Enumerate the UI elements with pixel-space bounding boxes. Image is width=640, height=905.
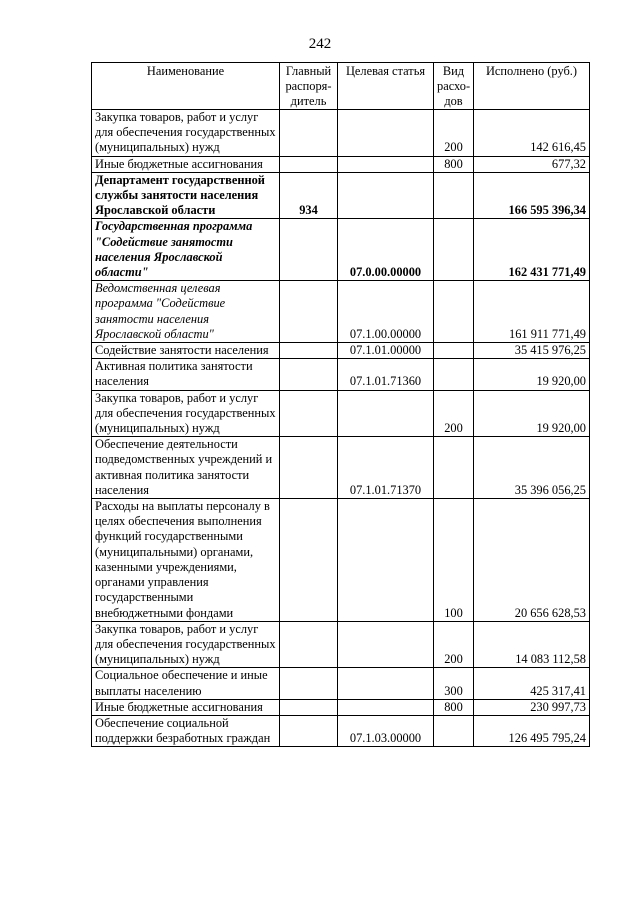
cell-name: Расходы на выплаты персоналу в целях обеспечения выполнения функций государственными (муниципальными) органами, казенными учреждениями, органами управления государственными внебюджетными фондами (92, 499, 280, 622)
cell-kind (434, 172, 474, 219)
table-row (92, 281, 590, 343)
cell-sum: 14 083 112,58 (474, 621, 590, 668)
cell-code (280, 219, 338, 281)
table-row (92, 668, 590, 699)
cell-code (280, 343, 338, 359)
table-row (92, 359, 590, 390)
table-row (92, 499, 590, 622)
cell-kind: 200 (434, 390, 474, 437)
cell-sum: 142 616,45 (474, 110, 590, 157)
cell-name: Социальное обеспечение и иные выплаты населению (92, 668, 280, 699)
cell-sum: 677,32 (474, 156, 590, 172)
cell-kind (434, 437, 474, 499)
table-row (92, 343, 590, 359)
cell-name: Содействие занятости населения (92, 343, 280, 359)
cell-kind: 300 (434, 668, 474, 699)
cell-name: Департамент государственной службы занятости населения Ярославской области (92, 172, 280, 219)
cell-name: Закупка товаров, работ и услуг для обеспечения государственных (муниципальных) нужд (92, 390, 280, 437)
cell-code (280, 390, 338, 437)
cell-code (280, 699, 338, 715)
table-row (92, 110, 590, 157)
cell-kind (434, 343, 474, 359)
table-row (92, 715, 590, 746)
cell-target: 07.1.00.00000 (338, 281, 434, 343)
cell-code (280, 281, 338, 343)
cell-name: Закупка товаров, работ и услуг для обеспечения государственных (муниципальных) нужд (92, 110, 280, 157)
cell-name: Закупка товаров, работ и услуг для обеспечения государственных (муниципальных) нужд (92, 621, 280, 668)
table-row (92, 172, 590, 219)
cell-target (338, 110, 434, 157)
cell-code (280, 621, 338, 668)
cell-sum: 230 997,73 (474, 699, 590, 715)
cell-target (338, 390, 434, 437)
cell-target: 07.0.00.00000 (338, 219, 434, 281)
cell-name: Активная политика занятости населения (92, 359, 280, 390)
cell-code: 934 (280, 172, 338, 219)
cell-sum: 425 317,41 (474, 668, 590, 699)
cell-target (338, 156, 434, 172)
cell-sum: 166 595 396,34 (474, 172, 590, 219)
cell-name: Иные бюджетные ассигнования (92, 699, 280, 715)
cell-code (280, 715, 338, 746)
cell-kind: 800 (434, 699, 474, 715)
cell-sum: 161 911 771,49 (474, 281, 590, 343)
cell-name: Государственная программа "Содействие занятости населения Ярославской области" (92, 219, 280, 281)
table-row (92, 390, 590, 437)
header-sum: Исполнено (руб.) (474, 63, 590, 110)
cell-target (338, 499, 434, 622)
budget-table (91, 62, 590, 747)
cell-target: 07.1.03.00000 (338, 715, 434, 746)
cell-sum: 20 656 628,53 (474, 499, 590, 622)
header-name: Наименование (92, 63, 280, 110)
cell-target: 07.1.01.71370 (338, 437, 434, 499)
cell-kind (434, 219, 474, 281)
cell-name: Обеспечение деятельности подведомственных учреждений и активная политика занятости населения (92, 437, 280, 499)
header-target: Целевая статья (338, 63, 434, 110)
cell-code (280, 359, 338, 390)
table-row (92, 699, 590, 715)
cell-code (280, 668, 338, 699)
table-header-row (92, 63, 590, 110)
table-row (92, 437, 590, 499)
header-code: Главный распоря- дитель (280, 63, 338, 110)
header-kind: Вид расхо- дов (434, 63, 474, 110)
cell-code (280, 156, 338, 172)
cell-kind: 100 (434, 499, 474, 622)
cell-target (338, 621, 434, 668)
cell-name: Обеспечение социальной поддержки безработных граждан (92, 715, 280, 746)
table-row (92, 621, 590, 668)
cell-code (280, 499, 338, 622)
cell-kind: 800 (434, 156, 474, 172)
cell-code (280, 437, 338, 499)
cell-sum: 162 431 771,49 (474, 219, 590, 281)
cell-sum: 19 920,00 (474, 359, 590, 390)
cell-target (338, 172, 434, 219)
table-row (92, 156, 590, 172)
cell-sum: 35 396 056,25 (474, 437, 590, 499)
page-number: 242 (308, 36, 332, 52)
cell-name: Иные бюджетные ассигнования (92, 156, 280, 172)
cell-kind (434, 715, 474, 746)
cell-kind: 200 (434, 621, 474, 668)
cell-sum: 35 415 976,25 (474, 343, 590, 359)
cell-sum: 126 495 795,24 (474, 715, 590, 746)
cell-target: 07.1.01.71360 (338, 359, 434, 390)
cell-kind (434, 359, 474, 390)
cell-kind (434, 281, 474, 343)
cell-kind: 200 (434, 110, 474, 157)
cell-target: 07.1.01.00000 (338, 343, 434, 359)
cell-code (280, 110, 338, 157)
cell-sum: 19 920,00 (474, 390, 590, 437)
cell-target (338, 699, 434, 715)
cell-name: Ведомственная целевая программа "Содействие занятости населения Ярославской области" (92, 281, 280, 343)
cell-target (338, 668, 434, 699)
table-row (92, 219, 590, 281)
